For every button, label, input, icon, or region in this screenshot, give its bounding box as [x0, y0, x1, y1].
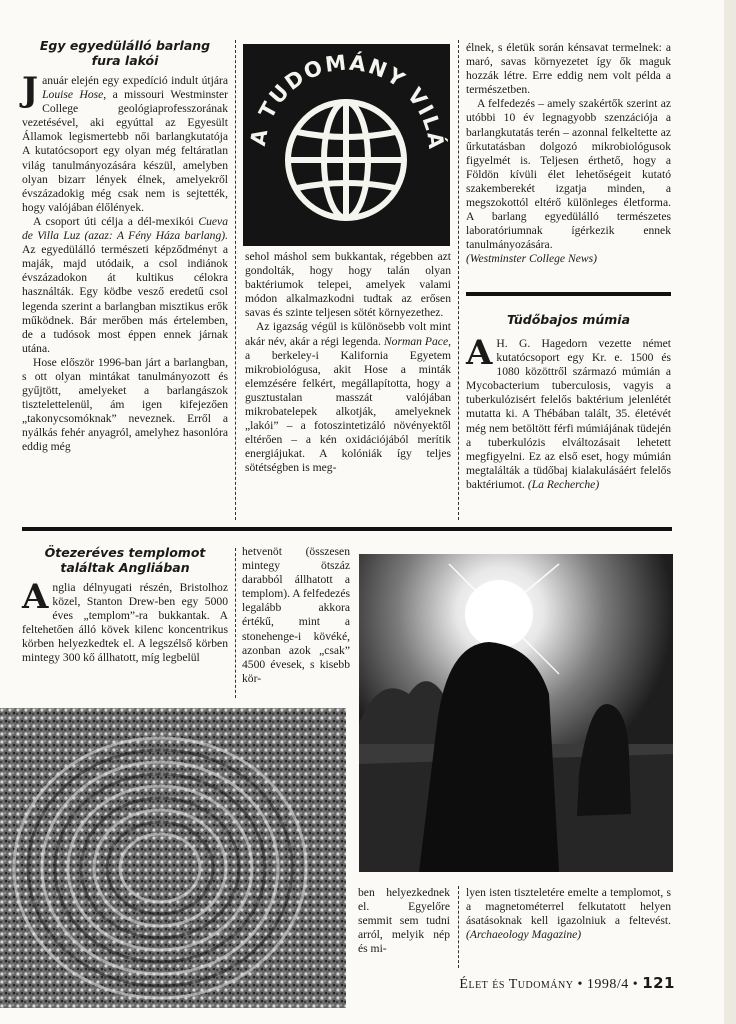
article3-column2b [358, 886, 450, 956]
article3-title [22, 545, 228, 575]
article1-title [22, 38, 228, 68]
article2-column [466, 312, 671, 492]
article3-column3 [466, 886, 671, 942]
page-number: 121 [642, 974, 675, 992]
article3-source: (Archaeology Magazine) [466, 928, 582, 942]
article1-col3-paragraph2: A felfedezés – amely szakértők szerint az utóbbi 10 év legnagyobb szenzációja a barlangkutatás terén – azonnal felkeltette az űrkutatásban dolgozó mikrobiológusok figyelmét is. Teljesen érthető, hogy a Földön kívüli élet lehetőségeit kutató szakemberekét izgatja minden, a megszokottól eltérő különleges életforma. A barlang egyedülálló természetes laboratóriumnak ígérkezik ennek tanulmányozására. [466, 97, 671, 252]
footer-magazine: Élet és Tudomány [459, 977, 574, 992]
article3-column1 [22, 545, 228, 666]
footer-separator: • [577, 977, 583, 992]
column-divider [458, 40, 459, 520]
standing-stones-photo [359, 554, 673, 872]
article1-p1-rest: , a missouri Westminster College geológiaprofesszorának vezetésével, aki egyúttal az Egyesült Államok legismertebb női barlangkutatója A kutatócsoport egy olyan még feltáratlan világ tanulmányozására készül, amelyben olyan bizarr lények élnek, amelyekről évszázadokig még csak nem is sejtették, hogy valójában élőlények. [22, 88, 228, 214]
article2-text: H. G. Hagedorn vezette német kutatócsoport egy Kr. e. 1500 és 1080 közöttről származó múmián a Mycobacterium tuberculosis, vagyis a tuberkulózisért felelős baktérium jelenlétét mutatta ki. A Thébában talált, 35. életévét még nem betöltött férfi múmiájának tüdején a tuberkulózis elváltozásait lehetett megfigyelni. Ez az első eset, hogy múmián megtalálták a tüdőbaj kialakulásáért felelős baktériumot. [466, 337, 671, 491]
article1-col2-paragraph1: sehol máshol sem bukkantak, régebben azt gondolták, hogy hogy talán olyan baktériumok telepei, amelyek valami módon alkalmazkodni tudtak az erősen savas és szinte teljesen sötét környezethez. [245, 250, 451, 320]
article2-paragraph [466, 333, 671, 492]
article1-column2 [245, 250, 451, 476]
article1-dropcap: J [22, 70, 39, 110]
article1-p1-text: anuár elején egy expedíció indult útjára [42, 74, 228, 87]
article3-col2b-paragraph: ben helyezkednek el. Egyelőre semmit sem tudni arról, melyik nép és mi- [358, 886, 450, 956]
article1-p2-rest: Az egyedülálló természeti képződményt a maják, majd utódaik, a csol indiánok évszázadokon át kultikus célokra használták. Egy ködbe vesző eredetű csol legenda szerint a barlangban misztikus erők működnek. Bár merőben más értelemben, de a tudósok most éppen ennek járnak utána. [22, 243, 228, 355]
article3-col3-paragraph [466, 886, 671, 942]
article1-title-line1: Egy egyedülálló barlang [39, 38, 211, 53]
article1-column3 [466, 41, 671, 267]
article1-title-line2: fura lakói [91, 53, 159, 68]
article3-dropcap: A [22, 577, 49, 617]
article1-p2-italic: Cueva de Villa Luz (azaz: A Fény Háza barlang). [22, 214, 228, 243]
article1-p1-name: Louise Hose [42, 88, 104, 102]
logo-text: A TUDOMÁNY VILÁ [245, 50, 449, 152]
article3-title-line2: találtak Angliában [60, 560, 190, 575]
article3-title-line1: Ötezeréves templomot [44, 545, 206, 560]
page-footer [410, 974, 675, 993]
article1-paragraph3: Hose először 1996-ban járt a barlangban, s ott olyan mintákat tanulmányozott és gyűjtött, amelyeket a barlangászok tisztelettelenül, ám igen kifejezően „takonycsomóknak” neveznek. Erről a nyálkás fehér anyagról, amelyhez hasonlóra eddig még [22, 355, 228, 454]
column-divider [235, 40, 236, 520]
article-separator [466, 292, 671, 296]
footer-issue: 1998/4 [586, 977, 629, 992]
article1-col3-paragraph1: élnek, s életük során kénsavat termelnek: a maró, savas környezetet így ők maguk hozzák létre. Erre eddig nem volt példa a természetben. [466, 41, 671, 97]
article3-paragraph1 [22, 577, 228, 666]
article2-title: Tüdőbajos múmia [506, 312, 631, 327]
globe-icon [243, 44, 450, 246]
tudomany-vilaga-logo [243, 44, 450, 246]
article3-p1-text: nglia délnyugati részén, Bristolhoz közel, Stanton Drew-ben egy 5000 éves „templom”-ra bukkantak. A feltehetően álló kövek kilenc koncentrikus körben helyezkedtek el. A legszélső körben mintegy 300 kő állhatott, míg legbelül [22, 581, 228, 665]
article2-dropcap: A [466, 333, 493, 373]
column-divider [458, 886, 459, 968]
article1-col2-p2-start: Az igazság végül is különösebb volt mint akár név, akár a régi legenda. [245, 320, 451, 348]
article2-source: (La Recherche) [527, 477, 600, 491]
article1-paragraph2 [22, 215, 228, 356]
article3-column2 [242, 545, 350, 686]
article1-column1 [22, 38, 228, 455]
article1-p2-start: A csoport úti célja a dél-mexikói [33, 214, 199, 228]
article1-source: (Westminster College News) [466, 252, 597, 266]
article1-col2-p2-name: Norman Pace [383, 334, 449, 348]
page-edge [724, 0, 736, 1024]
column-divider [235, 548, 236, 698]
article3-col2-paragraph: hetvenöt (összesen mintegy ötszáz darabból állhatott a templom). A felfedezés legalább akkora értékű, mint a stonehenge-i kövéké, azonban azok „csak” 4500 évesek, s kisebb kör- [242, 545, 350, 685]
aerial-survey-photo [0, 708, 346, 1008]
footer-separator: • [632, 977, 639, 992]
article1-paragraph1 [22, 70, 228, 215]
article1-col2-paragraph2 [245, 320, 451, 475]
article3-col3-text: lyen isten tiszteletére emelte a templomot, s a magnetométerrel felkutatott helyen ásatásoknak kell igazolniuk a feltevést. [466, 886, 671, 928]
article1-col2-p2-rest: , a berkeley-i Kalifornia Egyetem mikrobiológusa, akit Hose a minták elemzésére felkért, megállapította, hogy a gusztustalan masszát valójában mikrobatelepek alkotják, amelyeknek „lakói” – a fotoszintetizáló növényektől eltérően – a kén oxidációjából merítik energiájukat. A kolóniák így teljes sötétségben is meg- [245, 334, 452, 475]
section-separator [22, 527, 672, 531]
